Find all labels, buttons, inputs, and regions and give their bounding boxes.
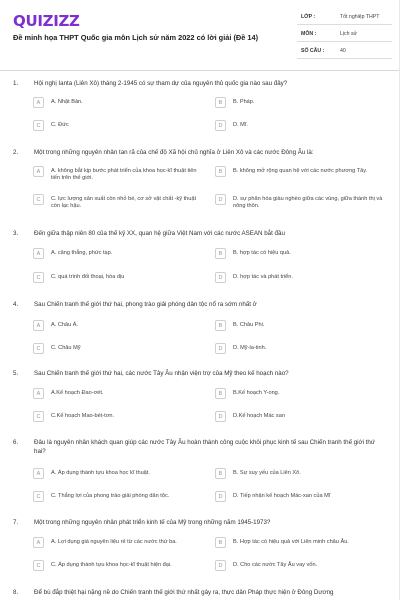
option-text: D. Mỹ-la-tinh. [233,345,267,351]
option-text: D. hợp tác và phát triển. [233,274,293,280]
option-text: B. Hợp tác có hiệu quả với Liên minh châu Âu. [233,539,349,545]
option-text: B. không mở rộng quan hệ với các nước phương Tây. [233,168,368,174]
option-text: B.Kế hoạch Y-ong. [233,390,280,396]
option-text: A. không bắt kịp bước phát triển của khoa học-kĩ thuật tiên tiến trên thế giới. [51,168,197,182]
option-letter-badge: D [215,120,226,131]
meta-row-subject [297,27,392,42]
question-text: Đâu là nguyên nhân khách quan giúp các nước Tây Âu hoàn thành công cuộc khôi phục kinh tế sau Chiến tranh thế giới thứ hai? [34,439,376,455]
question-number: 6. [13,439,19,446]
meta-value: Tốt nghiệp THPT [340,14,380,20]
question-number: 7. [13,519,19,526]
option-letter-badge: D [215,272,226,283]
question-number: 2. [13,149,19,156]
option-letter-badge: B [215,97,226,108]
option-text: A. Nhật Bản. [51,99,83,105]
option-letter-badge: A [33,320,44,331]
option-text: D. Mĩ. [233,122,248,128]
meta-label: LỚP : [301,14,316,20]
option-letter-badge: A [33,248,44,259]
meta-value: Lịch sử [340,31,358,37]
option-text: A. Áp dụng thành tựu khoa học kĩ thuật. [51,470,150,476]
question-number: 3. [13,230,19,237]
option-text: A.Kế hoạch Đao-ơét. [51,390,104,396]
quizizz-logo: QUIZIZZ [13,12,80,30]
option-letter-badge: C [33,194,44,205]
question-number: 5. [13,370,19,377]
option-text: C. quá trình đối thoại, hòa dịu [51,274,125,280]
option-letter-badge: A [33,468,44,479]
question-text: Một trong những nguyên nhân tan rã của chế độ Xã hội chủ nghĩa ở Liên Xô và các nước Đông Âu là: [34,149,314,156]
option-letter-badge: C [33,491,44,502]
meta-box [297,10,392,61]
option-letter-badge: B [215,388,226,399]
option-text: B. Sự suy yếu của Liên Xô. [233,470,301,476]
option-letter-badge: B [215,166,226,177]
option-letter-badge: B [215,537,226,548]
option-letter-badge: A [33,537,44,548]
meta-value: 40 [340,48,346,54]
worksheet-header [0,0,400,62]
option-text: A. Lợi dụng giá nguyên liệu rẻ từ các nước thứ ba. [51,539,177,545]
question-text: Đến giữa thập niên 80 của thế kỷ XX, quan hệ giữa Việt Nam với các nước ASEAN bắt đầu [34,230,285,237]
option-text: C. Thắng lợi của phong trào giải phóng dân tộc. [51,493,170,499]
option-text: C. Đức [51,122,69,128]
option-text: D. sự phân hóa giàu nghèo giữa các vùng, giữa thành thị và nông thôn. [233,196,383,210]
option-letter-badge: B [215,320,226,331]
option-letter-badge: B [215,468,226,479]
meta-row-count [297,44,392,59]
option-text: D. Cho các nước Tây Âu vay vốn. [233,562,318,568]
option-text: C. Châu Mỹ [51,345,81,351]
question-text: Sau Chiến tranh thế giới thứ hai, phong trào giải phóng dân tộc nổ ra sớm nhất ở [34,301,257,308]
option-text: B. Pháp. [233,99,255,105]
worksheet-title: Đề minh họa THPT Quốc gia môn Lịch sử năm 2022 có lời giải (Đề 14) [13,33,259,42]
option-letter-badge: C [33,343,44,354]
option-text: A. căng thẳng, phức tạp. [51,250,113,256]
option-letter-badge: C [33,560,44,571]
option-letter-badge: A [33,388,44,399]
question-number: 4. [13,301,19,308]
question-text: Hội nghị Ianta (Liên Xô) tháng 2-1945 có sự tham dự của nguyên thủ quốc gia nào sau đây? [34,80,288,87]
meta-label: MÔN : [301,31,317,37]
option-letter-badge: D [215,411,226,422]
option-letter-badge: C [33,120,44,131]
question-text: Một trong những nguyên nhân phát triển kinh tế của Mỹ trong những năm 1945-1973? [34,519,271,526]
question-number: 8. [13,589,19,596]
header-divider [0,70,400,71]
option-text: C. lực lượng sản xuất còn nhỏ bé, cơ sở vật chất -kỹ thuật còn lạc hậu. [51,196,197,210]
option-letter-badge: D [215,491,226,502]
option-text: B. Châu Phi. [233,322,265,328]
option-letter-badge: B [215,248,226,259]
option-text: C.Kế hoạch Mao-bét-tơn. [51,413,115,419]
option-letter-badge: A [33,166,44,177]
question-text: Để bù đắp thiệt hại nặng nề do Chiến tranh thế giới thứ nhất gây ra, thực dân Pháp thực hiện ở Đông Dương [34,589,334,596]
option-letter-badge: C [33,272,44,283]
option-letter-badge: D [215,343,226,354]
meta-row-class [297,10,392,25]
meta-label: SỐ CÂU : [301,48,325,54]
question-text: Sau Chiến tranh thế giới thứ hai, các nước Tây Âu nhận viện trợ của Mỹ theo kế hoạch nào? [34,370,289,377]
question-number: 1. [13,80,19,87]
option-letter-badge: D [215,560,226,571]
option-text: A. Châu Á. [51,322,79,328]
option-text: D. Tiếp nhận kế hoạch Mác-xan của Mĩ [233,493,331,499]
option-letter-badge: C [33,411,44,422]
option-text: C. Áp dụng thành tựu khoa học-kĩ thuật hiện đại. [51,562,172,568]
option-text: B. hợp tác có hiệu quả. [233,250,291,256]
option-letter-badge: A [33,97,44,108]
option-text: D.Kế hoạch Mác san [233,413,285,419]
option-letter-badge: D [215,194,226,205]
